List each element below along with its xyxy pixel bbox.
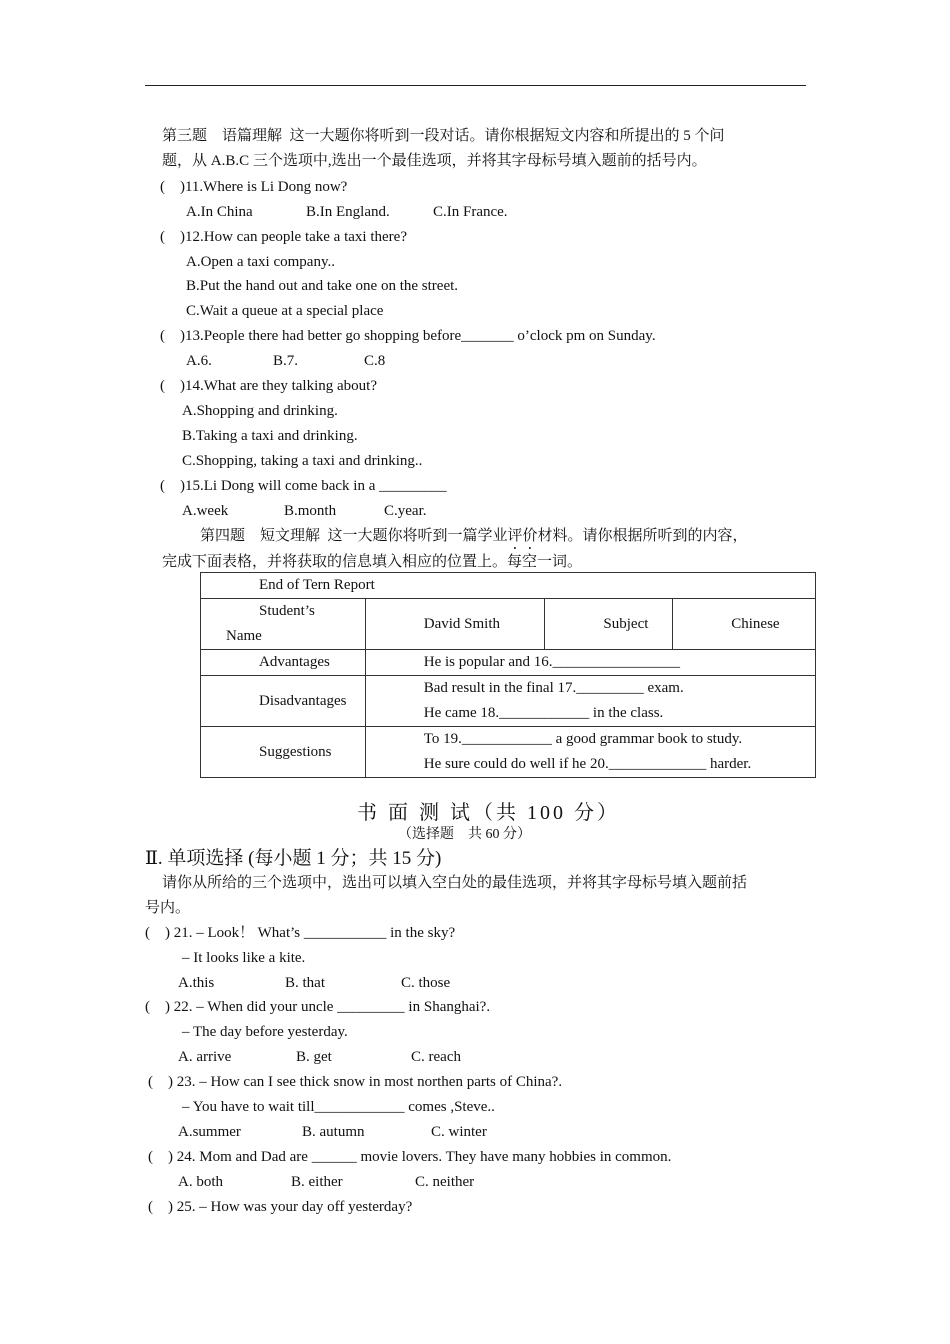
part3-intro-line1 bbox=[162, 126, 725, 146]
option-15b: B.month bbox=[284, 503, 337, 519]
suggestions-value-2: He sure could do well if he 20._____________ harder. bbox=[423, 756, 752, 772]
option-11c: C.In France. bbox=[433, 204, 508, 220]
subject-label: Subject bbox=[603, 615, 649, 632]
option-24c: C. neither bbox=[415, 1174, 475, 1190]
written-test-subtitle: （选择题 共 60 分） bbox=[398, 827, 531, 842]
header-rule bbox=[145, 85, 806, 86]
name-label-line2: Name bbox=[226, 628, 262, 644]
option-14a: A.Shopping and drinking. bbox=[182, 403, 338, 419]
option-21c: C. those bbox=[401, 975, 451, 991]
option-13b: B.7. bbox=[273, 353, 299, 369]
question-22: ( ) 22. – When did your uncle _________ in Shanghai?. bbox=[145, 999, 491, 1015]
reply-21: – It looks like a kite. bbox=[182, 950, 306, 966]
option-12b: B.Put the hand out and take one on the street. bbox=[186, 278, 459, 294]
advantages-value: He is popular and 16._________________ bbox=[423, 654, 680, 670]
part4-intro-line1 bbox=[200, 526, 748, 553]
option-24a: A. both bbox=[178, 1174, 223, 1190]
subject-value: Chinese bbox=[731, 615, 780, 632]
option-13c: C.8 bbox=[364, 353, 386, 369]
question-11: ( )11.Where is Li Dong now? bbox=[160, 179, 348, 195]
option-11b: B.In England. bbox=[306, 204, 390, 220]
suggestions-label: Suggestions bbox=[259, 743, 332, 760]
option-22b: B. get bbox=[296, 1049, 332, 1065]
reply-22: – The day before yesterday. bbox=[182, 1024, 348, 1040]
option-22c: C. reach bbox=[411, 1049, 461, 1065]
name-value: David Smith bbox=[423, 615, 501, 632]
written-test-title: 书 面 测 试（共 100 分） bbox=[357, 802, 620, 824]
part3-intro2: 题，从 A.B.C 三个选项中,选出一个最佳选项，并将其字母标号填入题前的括号内。 bbox=[162, 153, 707, 169]
part4-heading: 第四题 短文理解 bbox=[200, 528, 321, 544]
option-14c: C.Shopping, taking a taxi and drinking.. bbox=[182, 453, 423, 469]
option-15c: C.year. bbox=[384, 503, 427, 519]
option-21b: B. that bbox=[285, 975, 325, 991]
part4-intro2: 完成下面表格，并将获取的信息填入相应的位置上。每空一词。 bbox=[162, 554, 583, 570]
option-22a: A. arrive bbox=[178, 1049, 232, 1065]
option-13a: A.6. bbox=[186, 353, 212, 369]
option-12c: C.Wait a queue at a special place bbox=[186, 303, 384, 319]
reply-23: – You have to wait till____________ comes ,Steve.. bbox=[182, 1099, 495, 1115]
option-23a: A.summer bbox=[178, 1124, 241, 1140]
advantages-label: Advantages bbox=[259, 654, 330, 670]
table-row-advantages bbox=[201, 650, 816, 676]
option-23c: C. winter bbox=[431, 1124, 487, 1140]
option-15a: A.week bbox=[182, 503, 229, 519]
question-14: ( )14.What are they talking about? bbox=[160, 378, 378, 394]
part4-intro1-pre: 这一大题你将听到一篇学业 bbox=[327, 528, 508, 544]
question-25: ( ) 25. – How was your day off yesterday? bbox=[148, 1199, 413, 1215]
question-21: ( ) 21. – Look！ What’s ___________ in the sky? bbox=[145, 925, 456, 941]
part3-intro1: 这一大题你将听到一段对话。请你根据短文内容和所提出的 5 个问 bbox=[289, 128, 725, 144]
question-15: ( )15.Li Dong will come back in a _________ bbox=[160, 478, 447, 494]
question-23: ( ) 23. – How can I see thick snow in most northen parts of China?. bbox=[148, 1074, 563, 1090]
disadvantages-value-2: He came 18.____________ in the class. bbox=[423, 705, 664, 721]
question-13: ( )13.People there had better go shopping before_______ o’clock pm on Sunday. bbox=[160, 328, 656, 344]
table-title: End of Tern Report bbox=[259, 577, 375, 593]
option-21a: A.this bbox=[178, 975, 215, 991]
option-23b: B. autumn bbox=[302, 1124, 365, 1140]
table-row-name bbox=[201, 599, 816, 650]
section-intro-1: 请你从所给的三个选项中，选出可以填入空白处的最佳选项，并将其字母标号填入题前括 bbox=[162, 875, 748, 891]
part3-heading: 第三题 语篇理解 bbox=[162, 128, 283, 144]
option-14b: B.Taking a taxi and drinking. bbox=[182, 428, 358, 444]
part4-intro1-emphasis: 评价 bbox=[507, 528, 538, 544]
term-report-table bbox=[200, 572, 816, 778]
option-12a: A.Open a taxi company.. bbox=[186, 254, 335, 270]
table-row-disadvantages bbox=[201, 676, 816, 727]
part4-intro1-post: 材料。请你根据所听到的内容， bbox=[537, 528, 748, 544]
name-label-line1: Student’s bbox=[259, 603, 315, 619]
section-intro-2: 号内。 bbox=[145, 900, 191, 916]
option-24b: B. either bbox=[291, 1174, 343, 1190]
question-24: ( ) 24. Mom and Dad are ______ movie lovers. They have many hobbies in common. bbox=[148, 1149, 672, 1165]
disadvantages-label: Disadvantages bbox=[259, 692, 347, 709]
section-title: Ⅱ. 单项选择 (每小题 1 分；共 15 分) bbox=[145, 848, 442, 869]
suggestions-value-1: To 19.____________ a good grammar book to study. bbox=[423, 731, 743, 747]
question-12: ( )12.How can people take a taxi there? bbox=[160, 229, 407, 245]
option-11a: A.In China bbox=[186, 204, 253, 220]
table-row-suggestions bbox=[201, 727, 816, 778]
disadvantages-value-1: Bad result in the final 17._________ exam. bbox=[423, 680, 684, 696]
table-title-row bbox=[201, 573, 816, 599]
